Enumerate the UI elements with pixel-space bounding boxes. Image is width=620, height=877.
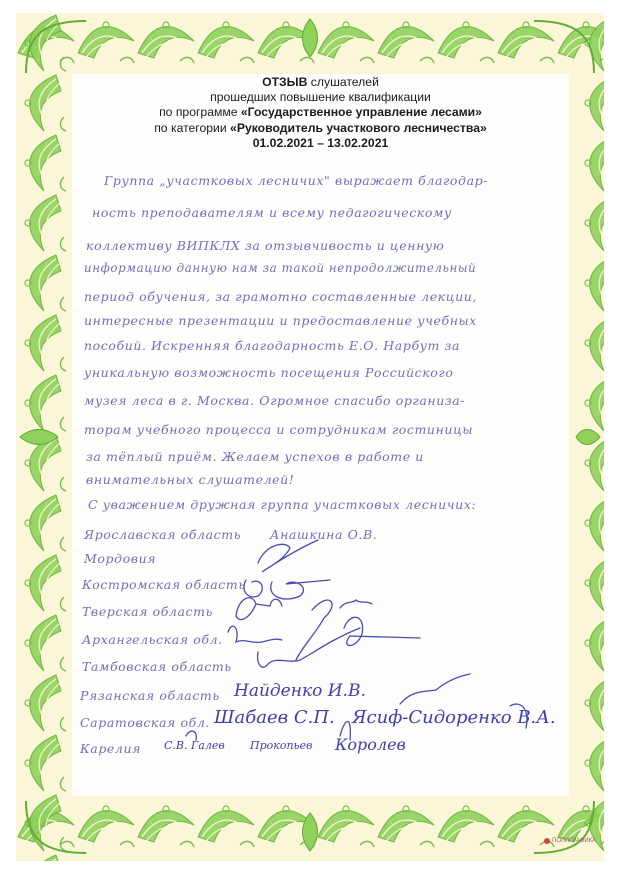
signature-name: Шабаев С.П.	[214, 707, 335, 728]
body-line: информацию данную нам за такой непродолжительный	[84, 261, 477, 275]
signatory-region: Карелия	[80, 741, 142, 756]
signatory-region: Мордовия	[84, 551, 157, 566]
signatory-region: Архангельская обл.	[82, 632, 223, 647]
body-line: уникальную возможность посещения Российского	[84, 365, 454, 380]
body-line: коллективу ВИПКЛХ за отзывчивость и ценную	[86, 238, 445, 253]
body-line: Группа „участковых лесничих" выражает благодар-	[104, 173, 489, 188]
signatory-region: Саратовская обл.	[80, 715, 210, 730]
category-name: «Руководитель участкового лесничества»	[230, 120, 487, 135]
publisher-mark	[544, 838, 596, 844]
signatory-region: Тамбовская область	[82, 659, 232, 674]
body-line: торам учебного процесса и сотрудникам гостиницы	[84, 422, 474, 437]
signature-name: Ясиф-Сидоренко В.А.	[352, 707, 556, 728]
signature-name: Королев	[335, 735, 406, 754]
publisher-logo-icon	[544, 838, 550, 844]
body-line: ность преподавателям и всему педагогическому	[92, 205, 452, 220]
body-line: период обучения, за грамотно составленные лекции,	[84, 289, 477, 304]
signature-name: С.В. Галев	[164, 739, 225, 752]
signature-name: Прокопьев	[250, 739, 313, 752]
signatory-region: Костромская область	[82, 577, 246, 592]
signatory-name: Анашкина О.В.	[270, 527, 378, 542]
header-title-rest: слушателей	[307, 75, 379, 89]
body-line: внимательных слушателей!	[86, 472, 295, 487]
program-prefix: по программе	[159, 105, 241, 120]
program-name: «Государственное управление лесами»	[240, 105, 482, 120]
body-line: за тёплый приём. Желаем успехов в работе и	[86, 449, 424, 464]
header-title-bold: ОТЗЫВ	[262, 75, 308, 89]
signature-name: Найденко И.В.	[234, 681, 366, 701]
body-line: пособий. Искренняя благодарность Е.О. Нарбут за	[84, 338, 461, 353]
header-line-2: прошедших повышение квалификации	[210, 90, 431, 105]
header-dates: 01.02.2021 – 13.02.2021	[252, 135, 389, 150]
signatory-region: Ярославская область	[84, 527, 242, 542]
closing-line: С уважением дружная группа участковых лесничих:	[88, 497, 477, 512]
category-prefix: по категории	[154, 120, 231, 135]
publisher-name: ПОЛИГРАФИКА	[552, 838, 597, 844]
body-line: интересные презентации и предоставление учебных	[84, 313, 477, 328]
body-line: музея леса в г. Москва. Огромное спасибо организа-	[84, 393, 466, 408]
signatory-region: Тверская область	[82, 604, 214, 619]
signatory-region: Рязанская область	[80, 688, 220, 703]
